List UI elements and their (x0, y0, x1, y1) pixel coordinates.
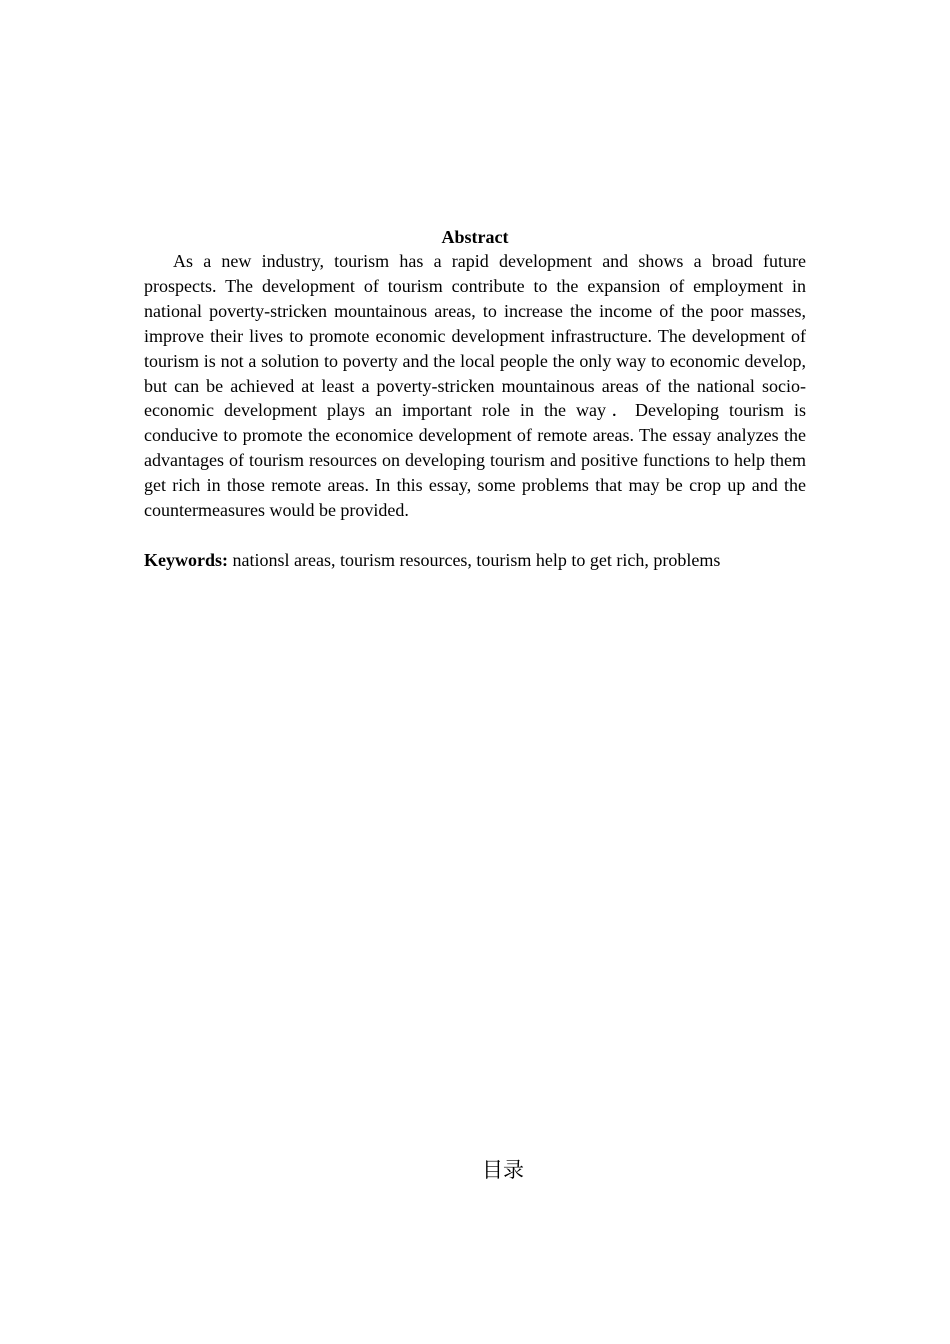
keywords-text: nationsl areas, tourism resources, tourism help to get rich, problems (228, 550, 721, 570)
keywords-label: Keywords: (144, 550, 228, 570)
abstract-heading: Abstract (441, 227, 509, 247)
keywords-line (144, 548, 844, 573)
table-of-contents-heading: 目录 (482, 1158, 524, 1182)
abstract-paragraph: As a new industry, tourism has a rapid development and shows a broad future prospects. The development of tourism contribute to the expansion of employment in national poverty-stricken mountainous areas, to increase the income of the poor masses, improve their lives to promote economic development infrastructure. The development of tourism is not a solution to poverty and the local people the only way to economic develop, but can be achieved at least a poverty-stricken mountainous areas of the national socio-economic development plays an important role in the way．Developing tourism is conducive to promote the economice development of remote areas. The essay analyzes the advantages of tourism resources on developing tourism and positive functions to help them get rich in those remote areas. In this essay, some problems that may be crop up and the countermeasures would be provided. (144, 251, 806, 521)
